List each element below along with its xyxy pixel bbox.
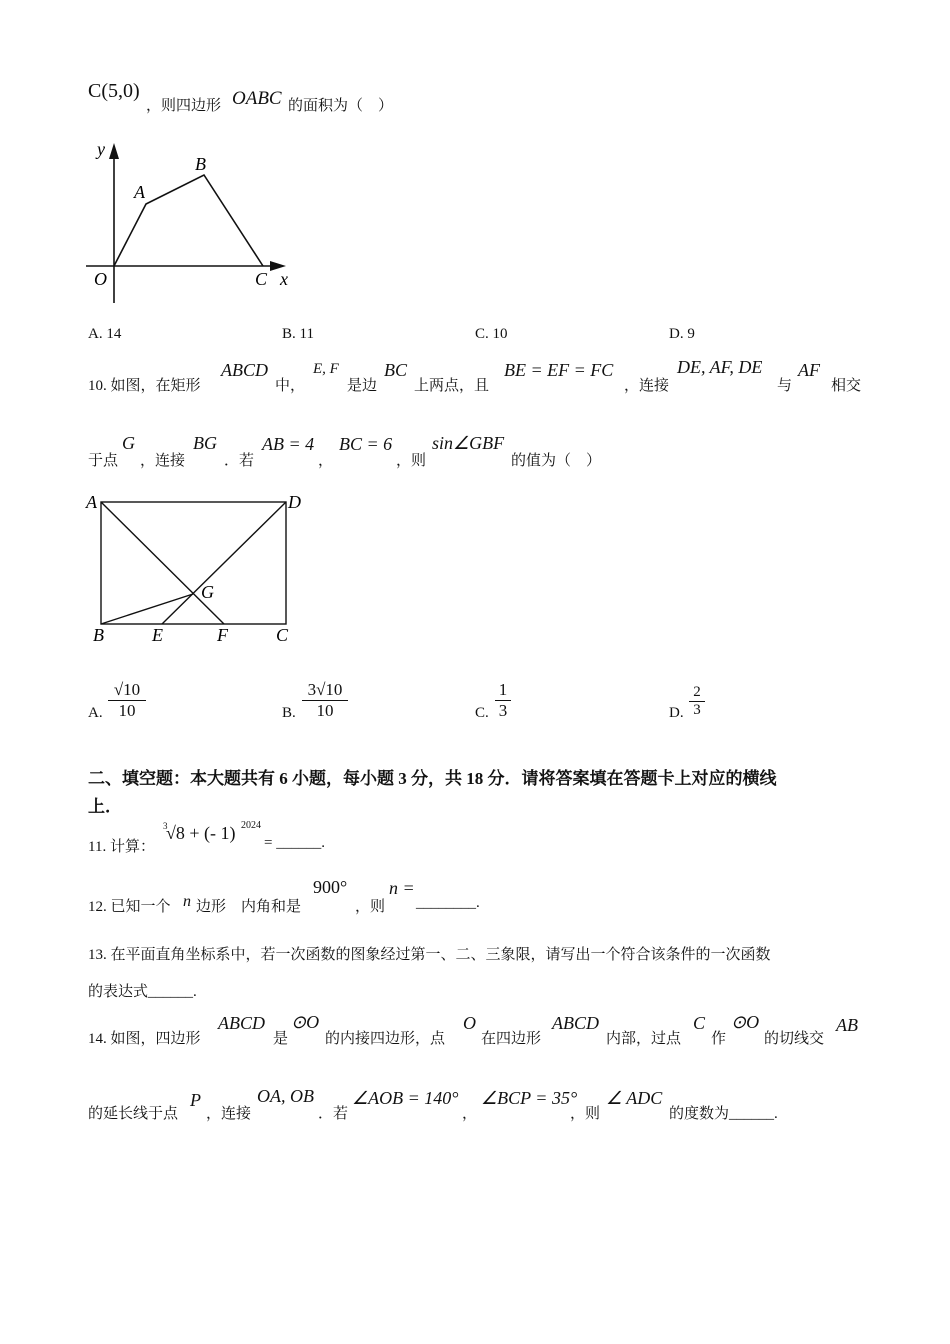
q12-then: ，则 [355,899,386,915]
label-c: C [276,625,289,645]
label-g: G [201,582,214,602]
q10-option-d-label: D. [669,705,684,721]
label-o: O [94,269,107,289]
q11-root-index: 3 [163,821,168,831]
segment-af [101,502,224,624]
q12-n-equals: n = [389,878,415,898]
q9-stem-end: 的面积为（ ） [288,98,394,114]
section2-heading-line2: 上． [88,797,122,816]
q11-exponent: 2024 [241,820,261,831]
q11-answer-blank: = ______. [264,835,325,851]
label-e: E [152,625,163,645]
q10-option-c-fraction: $\frac{1}{3}$ [495,680,511,721]
y-axis-arrow [109,143,119,159]
label-y: y [97,139,105,159]
label-c: C [255,269,268,289]
q12-angle-sum: 900° [313,877,348,897]
label-b: B [93,625,104,645]
q9-option-c: C. 10 [475,326,508,342]
label-d: D [288,492,301,512]
label-b: B [195,154,206,174]
q12-answer-blank: ________. [416,895,480,911]
document-page: C(5,0) ，则四边形 OABC 的面积为（ ） y x O A B C A. 14 B. 11 C. 10 D. 9 10. 如图，在矩形 ABCD 中， E, F 是边 BC 上两点，且 BE = EF = FC ，连接 DE, AF, DE 与 AF 相交 于点 G ，连接 BG ．若 AB = 4 ， BC = 6 ，则 sin∠GBF 的值为（ ） A D B E F C G A. $\frac{√10}{10}$ B. $\frac{3√10}{10}$ C. $\frac{1}{3}$ D. $\frac{2}{3}$ 二、填空题：本大题共有 6 小题，每小题 3 分，共 18 分．请将答案填在答题卡上对应的横线 上． 11. 计算： 3 √8 + (- 1) 2024 = ______. 12. 已知一个 n 边形 内角和是 900° ，则 n = ________. 13. 在平面直角坐标系中，若一次函数的图象经过第一、二、三象限，请写出一个符合该条件的一次函数 的表达式______. 14. 如图，四边形 ABCD 是 ⊙O 的内接四边形，点 O 在四边形 ABCD 内部，过点 C 作 ⊙O 的切线交 AB 的延长线于点 P ，连接 OA, OB ．若 ∠AOB = 140° ， ∠BCP = 35° ，则 ∠ ADC 的度数为______. [0,0,950,1344]
q10-option-a-fraction: $\frac{√10}{10}$ [108,680,146,721]
q10-option-c-label: C. [475,705,489,721]
q13-line2: 的表达式______. [88,984,197,1000]
segment-bg [101,594,193,624]
label-a: A [134,182,145,202]
q10-option-b-label: B. [282,705,296,721]
q9-option-d: D. 9 [669,326,695,342]
q9-coordinate-figure [80,135,310,310]
q12-n: n [183,893,191,910]
q10-option-a-label: A. [88,705,103,721]
section2-heading-line1: 二、填空题：本大题共有 6 小题，每小题 3 分，共 18 分．请将答案填在答题卡上对应的横线 [88,769,777,788]
q12-label: 12. 已知一个 [88,899,171,915]
q9-stem: ，则四边形 [146,98,222,114]
segment-de [162,502,286,624]
q12-text: 边形 内角和是 [196,899,302,915]
rectangle-abcd [101,502,286,624]
q13-line1: 13. 在平面直角坐标系中，若一次函数的图象经过第一、二、三象限，请写出一个符合该条件的一次函数 [88,947,771,963]
q9-option-a: A. 14 [88,326,122,342]
label-a: A [86,492,97,512]
q11-label: 11. 计算： [88,839,155,855]
q9-option-b: B. 11 [282,326,314,342]
q10-option-d-fraction: $\frac{2}{3}$ [689,684,705,719]
q11-expression: √8 + (- 1) [166,823,236,843]
q9-quad-name: OABC [232,88,282,109]
point-c-coordinate: C(5,0) [88,80,140,102]
label-f: F [217,625,228,645]
label-x: x [280,269,288,289]
q10-rectangle-figure [80,488,320,650]
q10-option-b-fraction: $\frac{3√10}{10}$ [302,680,348,721]
